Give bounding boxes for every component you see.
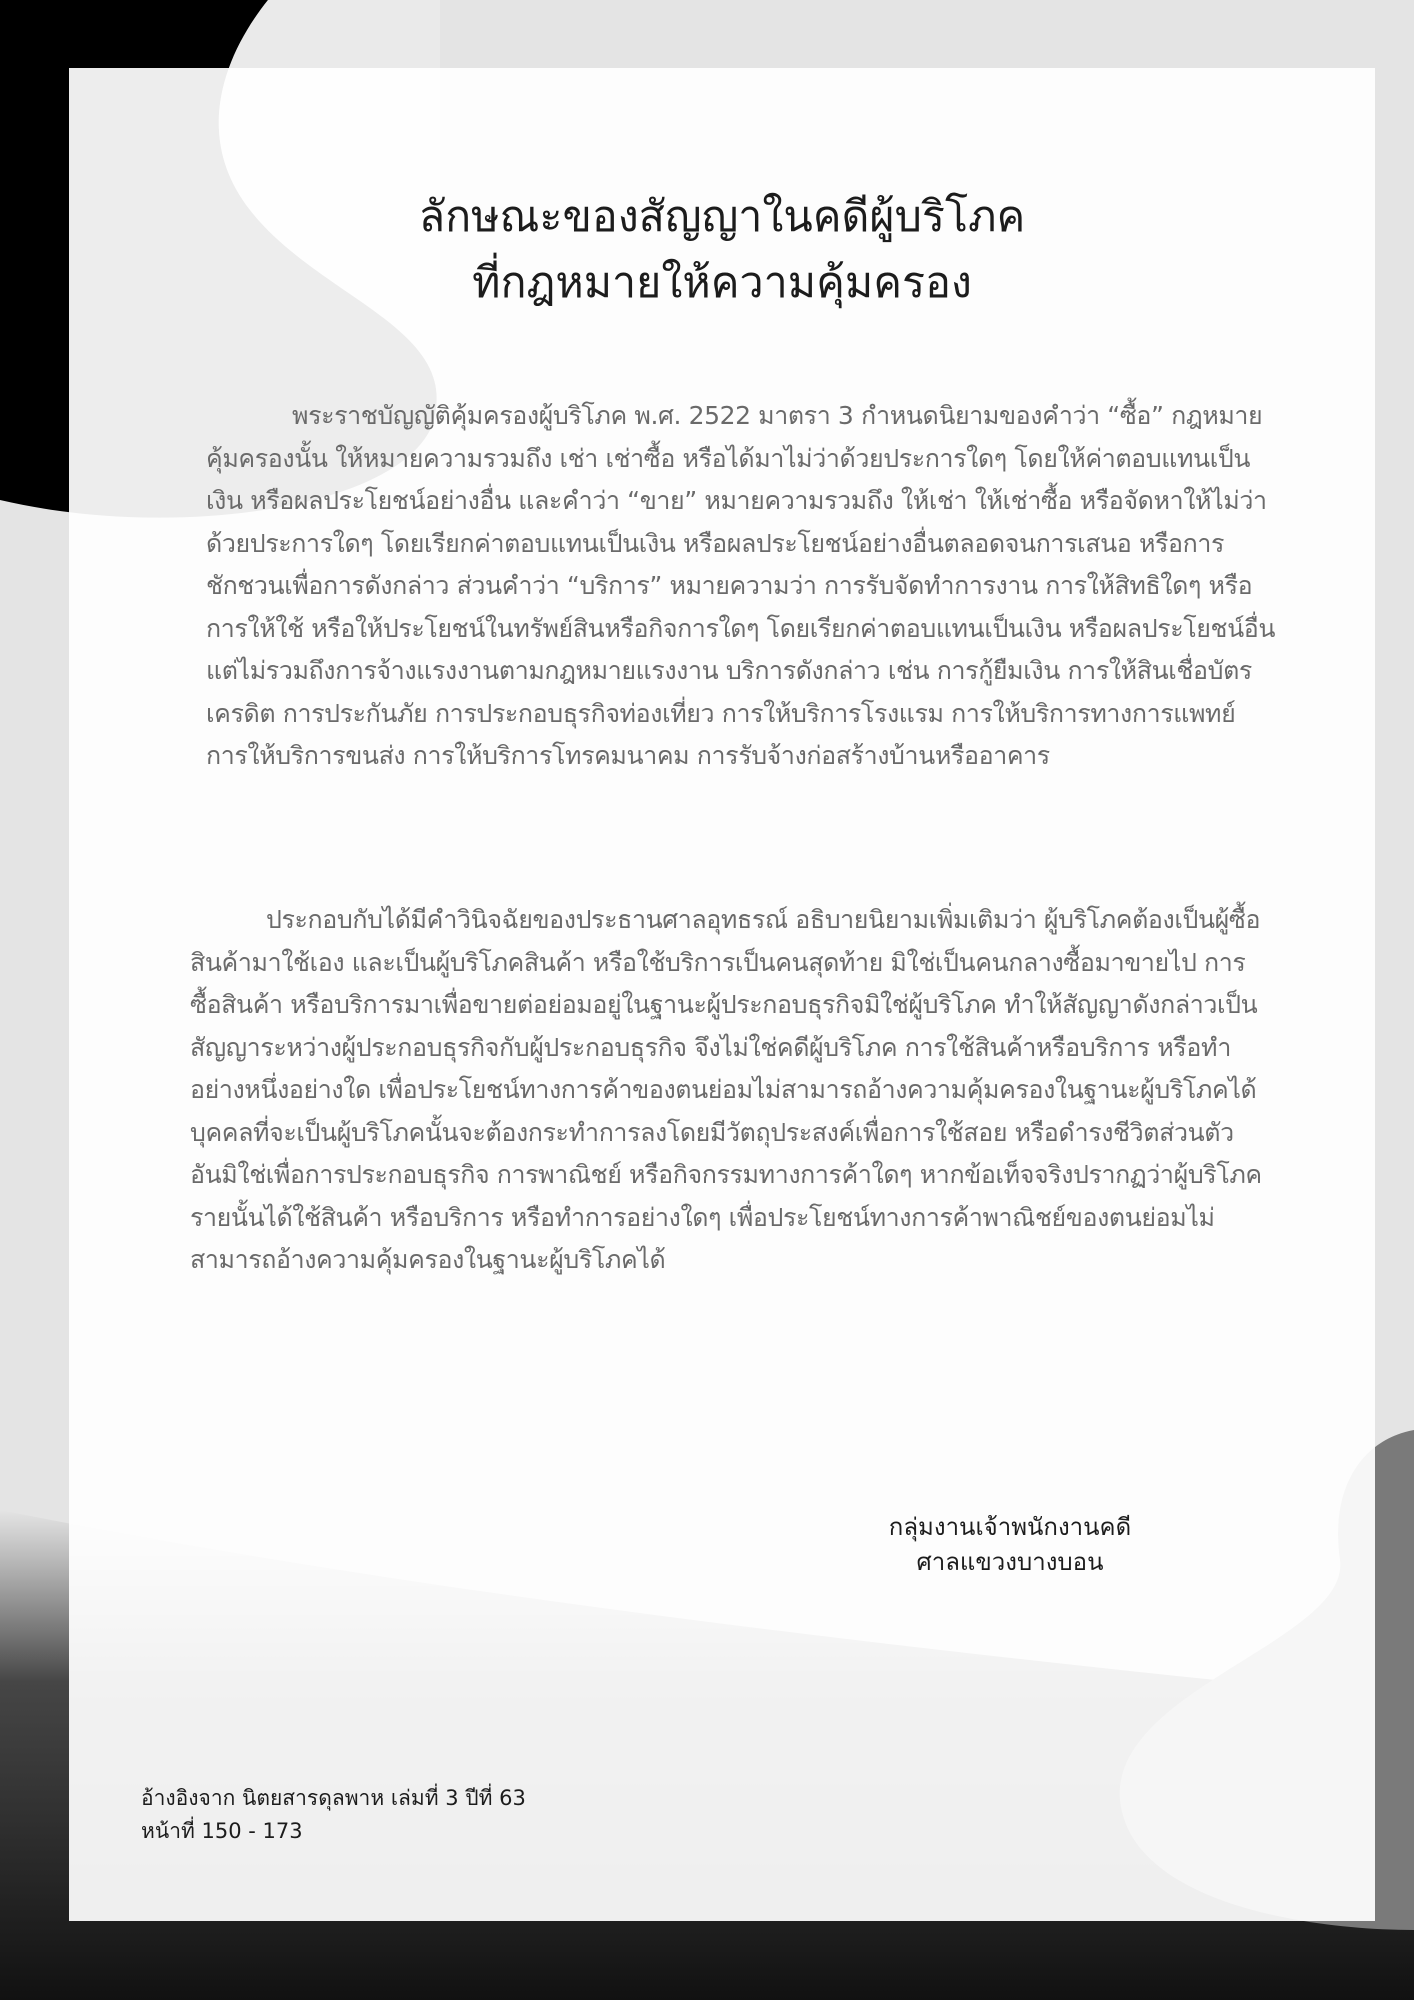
body-paragraph-1: พระราชบัญญัติคุ้มครองผู้บริโภค พ.ศ. 2522 มาตรา 3 กำหนดนิยามของคำว่า “ซื้อ” กฎหมายคุ้มครองนั้น ให้หมายความรวมถึง เช่า เช่าซื้อ หรือได้มาไม่ว่าด้วยประการใดๆ โดยให้ค่าตอบแทนเป็นเงิน หรือผลประโยชน์อย่างอื่น และคำว่า “ขาย” หมายความรวมถึง ให้เช่า ให้เช่าซื้อ หรือจัดหาให้ไม่ว่าด้วยประการใดๆ โดยเรียกค่าตอบแทนเป็นเงิน หรือผลประโยชน์อย่างอื่นตลอดจนการเสนอ หรือการชักชวนเพื่อการดังกล่าว ส่วนคำว่า “บริการ” หมายความว่า การรับจัดทำการงาน การให้สิทธิใดๆ หรือการให้ใช้ หรือให้ประโยชน์ในทรัพย์สินหรือกิจการใดๆ โดยเรียกค่าตอบแทนเป็นเงิน หรือผลประโยชน์อื่น แต่ไม่รวมถึงการจ้างแรงงานตามกฎหมายแรงงาน บริการดังกล่าว เช่น การกู้ยืมเงิน การให้สินเชื่อบัตรเครดิต การประกันภัย การประกอบธุรกิจท่องเที่ยว การให้บริการโรงแรม การให้บริการทางการแพทย์ การให้บริการขนส่ง การให้บริการโทรคมนาคม การรับจ้างก่อสร้างบ้านหรืออาคาร <box>206 401 1276 770</box>
signature-block <box>860 1510 1160 1580</box>
document-title <box>69 184 1375 316</box>
reference-pages: หน้าที่ 150 - 173 <box>141 1819 303 1843</box>
signature-department: กลุ่มงานเจ้าพนักงานคดี <box>888 1513 1132 1541</box>
body-paragraph-2: ประกอบกับได้มีคำวินิจฉัยของประธานศาลอุทธรณ์ อธิบายนิยามเพิ่มเติมว่า ผู้บริโภคต้องเป็นผู้ซื้อสินค้ามาใช้เอง และเป็นผู้บริโภคสินค้า หรือใช้บริการเป็นคนสุดท้าย มิใช่เป็นคนกลางซื้อมาขายไป การซื้อสินค้า หรือบริการมาเพื่อขายต่อย่อมอยู่ในฐานะผู้ประกอบธุรกิจมิใช่ผู้บริโภค ทำให้สัญญาดังกล่าวเป็นสัญญาระหว่างผู้ประกอบธุรกิจกับผู้ประกอบธุรกิจ จึงไม่ใช่คดีผู้บริโภค การใช้สินค้าหรือบริการ หรือทำอย่างหนึ่งอย่างใด เพื่อประโยชน์ทางการค้าของตนย่อมไม่สามารถอ้างความคุ้มครองในฐานะผู้บริโภคได้ บุคคลที่จะเป็นผู้บริโภคนั้นจะต้องกระทำการลงโดยมีวัตถุประสงค์เพื่อการใช้สอย หรือดำรงชีวิตส่วนตัว อันมิใช่เพื่อการประกอบธุรกิจ การพาณิชย์ หรือกิจกรรมทางการค้าใดๆ หากข้อเท็จจริงปรากฏว่าผู้บริโภครายนั้นได้ใช้สินค้า หรือบริการ หรือทำการอย่างใดๆ เพื่อประโยชน์ทางการค้าพาณิชย์ของตนย่อมไม่สามารถอ้างความคุ้มครองในฐานะผู้บริโภคได้ <box>190 905 1262 1274</box>
signature-court: ศาลแขวงบางบอน <box>916 1548 1104 1576</box>
title-line-1: ลักษณะของสัญญาในคดีผู้บริโภค <box>418 192 1026 242</box>
reference-source: อ้างอิงจาก นิตยสารดุลพาห เล่มที่ 3 ปีที่ 63 <box>141 1786 526 1810</box>
title-line-2: ที่กฎหมายให้ความคุ้มครอง <box>472 258 972 308</box>
reference-note <box>141 1782 741 1848</box>
